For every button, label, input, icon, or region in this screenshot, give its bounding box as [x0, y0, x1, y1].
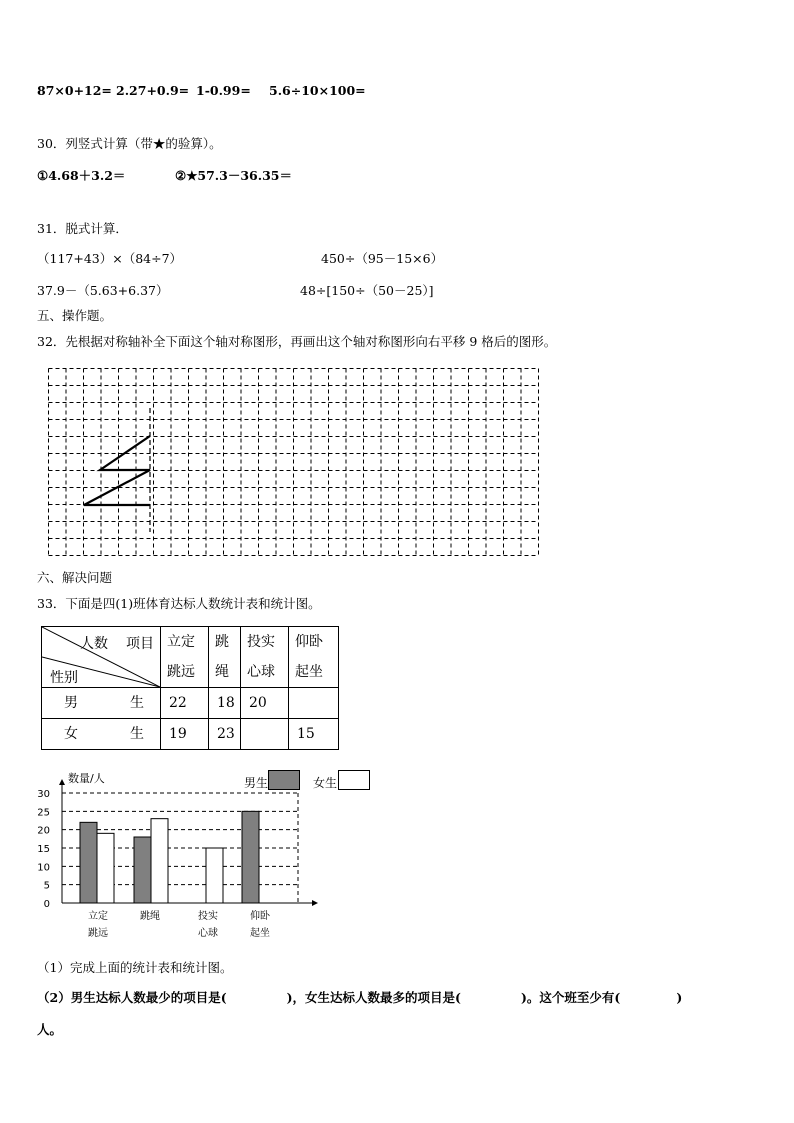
q2-part-d: ) — [676, 990, 683, 1005]
diag-label-item: 项目 — [126, 636, 154, 652]
x-cat-label-bottom: 心球 — [198, 928, 218, 939]
x-cat-label-bottom: 起坐 — [250, 928, 270, 939]
row-label-b: 生 — [130, 695, 144, 711]
row-label-male — [42, 688, 161, 719]
stats-table — [41, 626, 339, 750]
cell: 20 — [241, 688, 289, 719]
q30-item1: ①4.68＋3.2＝ — [37, 168, 126, 183]
legend-female-label: 女生 — [313, 776, 338, 790]
bar-chart — [30, 766, 380, 946]
q2-part-c: )。这个班至少有( — [520, 990, 621, 1005]
q29-e2: 2.27+0.9= — [116, 83, 190, 98]
bar-male-1 — [134, 837, 151, 903]
q33-sub2 — [37, 988, 682, 1006]
y-tick-label: 10 — [37, 862, 50, 874]
col-bottom: 绳 — [215, 664, 229, 680]
row-label-a: 男 — [64, 695, 78, 711]
col-header-situp — [289, 627, 339, 688]
q2-part-b: )，女生达标人数最多的项目是( — [286, 990, 461, 1005]
legend-female-swatch — [338, 770, 370, 790]
x-cat-label-top: 立定 — [88, 911, 108, 922]
col-top: 投实 — [247, 634, 275, 650]
row-label-a: 女 — [64, 726, 78, 742]
x-axis-arrow — [312, 900, 318, 906]
q31-e4: 48÷[150÷（50－25）] — [300, 283, 434, 298]
cell: 15 — [289, 719, 339, 750]
legend-male-label: 男生 — [244, 776, 269, 790]
y-tick-label: 0 — [43, 899, 50, 910]
cell-blank[interactable] — [289, 688, 339, 719]
y-axis-arrow — [59, 779, 65, 785]
legend-male-swatch — [268, 770, 300, 790]
q29-e3: 1-0.99= — [196, 83, 251, 98]
x-cat-label-top: 仰卧 — [250, 911, 270, 922]
y-tick-label: 30 — [37, 789, 50, 800]
bar-female-0 — [97, 833, 114, 903]
q33-sub1: （1）完成上面的统计表和统计图。 — [37, 960, 233, 975]
chart-ylabel: 数量/人 — [68, 772, 105, 785]
q32-title: 32．先根据对称轴补全下面这个轴对称图形，再画出这个轴对称图形向右平移 9 格后的图形。 — [37, 334, 557, 349]
cell-blank[interactable] — [241, 719, 289, 750]
bar-male-3 — [242, 811, 259, 903]
cell: 23 — [209, 719, 241, 750]
bar-female-1 — [151, 819, 168, 903]
q30-title: 30．列竖式计算（带★的验算）。 — [37, 136, 222, 151]
x-cat-label-top: 跳绳 — [140, 911, 160, 922]
section6-heading: 六、解决问题 — [37, 570, 113, 585]
q33-title: 33．下面是四(1)班体育达标人数统计表和统计图。 — [37, 596, 321, 611]
q31-title: 31．脱式计算． — [37, 221, 128, 236]
cell: 19 — [161, 719, 209, 750]
col-header-ball — [241, 627, 289, 688]
col-header-rope — [209, 627, 241, 688]
q31-e3: 37.9－（5.63+6.37） — [37, 283, 169, 298]
section5-heading: 五、操作题。 — [37, 308, 113, 323]
col-bottom: 起坐 — [295, 664, 323, 680]
symmetry-grid — [48, 368, 540, 556]
q2-part-a: （2）男生达标人数最少的项目是( — [37, 990, 227, 1005]
col-bottom: 跳远 — [167, 664, 195, 680]
q31-e1: （117+43）×（84÷7） — [37, 251, 183, 266]
col-bottom: 心球 — [247, 664, 275, 680]
bar-male-0 — [80, 822, 97, 903]
col-header-long-jump — [161, 627, 209, 688]
y-tick-label: 5 — [43, 880, 50, 892]
q33-sub2-cont: 人。 — [37, 1022, 63, 1037]
y-tick-label: 15 — [37, 844, 50, 855]
table-row-male — [42, 688, 339, 719]
cell: 22 — [161, 688, 209, 719]
y-tick-label: 25 — [37, 807, 50, 819]
q29-e4: 5.6÷10×100= — [269, 83, 366, 98]
x-cat-label-top: 投实 — [198, 911, 218, 922]
y-tick-label: 20 — [37, 825, 50, 837]
col-top: 立定 — [167, 634, 195, 650]
q29-e1: 87×0+12= — [37, 83, 112, 98]
q31-e2: 450÷（95－15×6） — [321, 251, 444, 266]
col-top: 跳 — [215, 634, 229, 650]
row-label-female — [42, 719, 161, 750]
diag-label-count: 人数 — [80, 636, 108, 652]
x-cat-label-bottom: 跳远 — [88, 928, 108, 939]
table-row-female — [42, 719, 339, 750]
diag-label-gender: 性别 — [50, 670, 78, 686]
q30-item2: ②★57.3－36.35＝ — [175, 168, 292, 183]
bar-female-2 — [206, 848, 223, 903]
col-top: 仰卧 — [295, 634, 323, 650]
table-diag-header — [42, 627, 161, 688]
row-label-b: 生 — [130, 726, 144, 742]
cell: 18 — [209, 688, 241, 719]
